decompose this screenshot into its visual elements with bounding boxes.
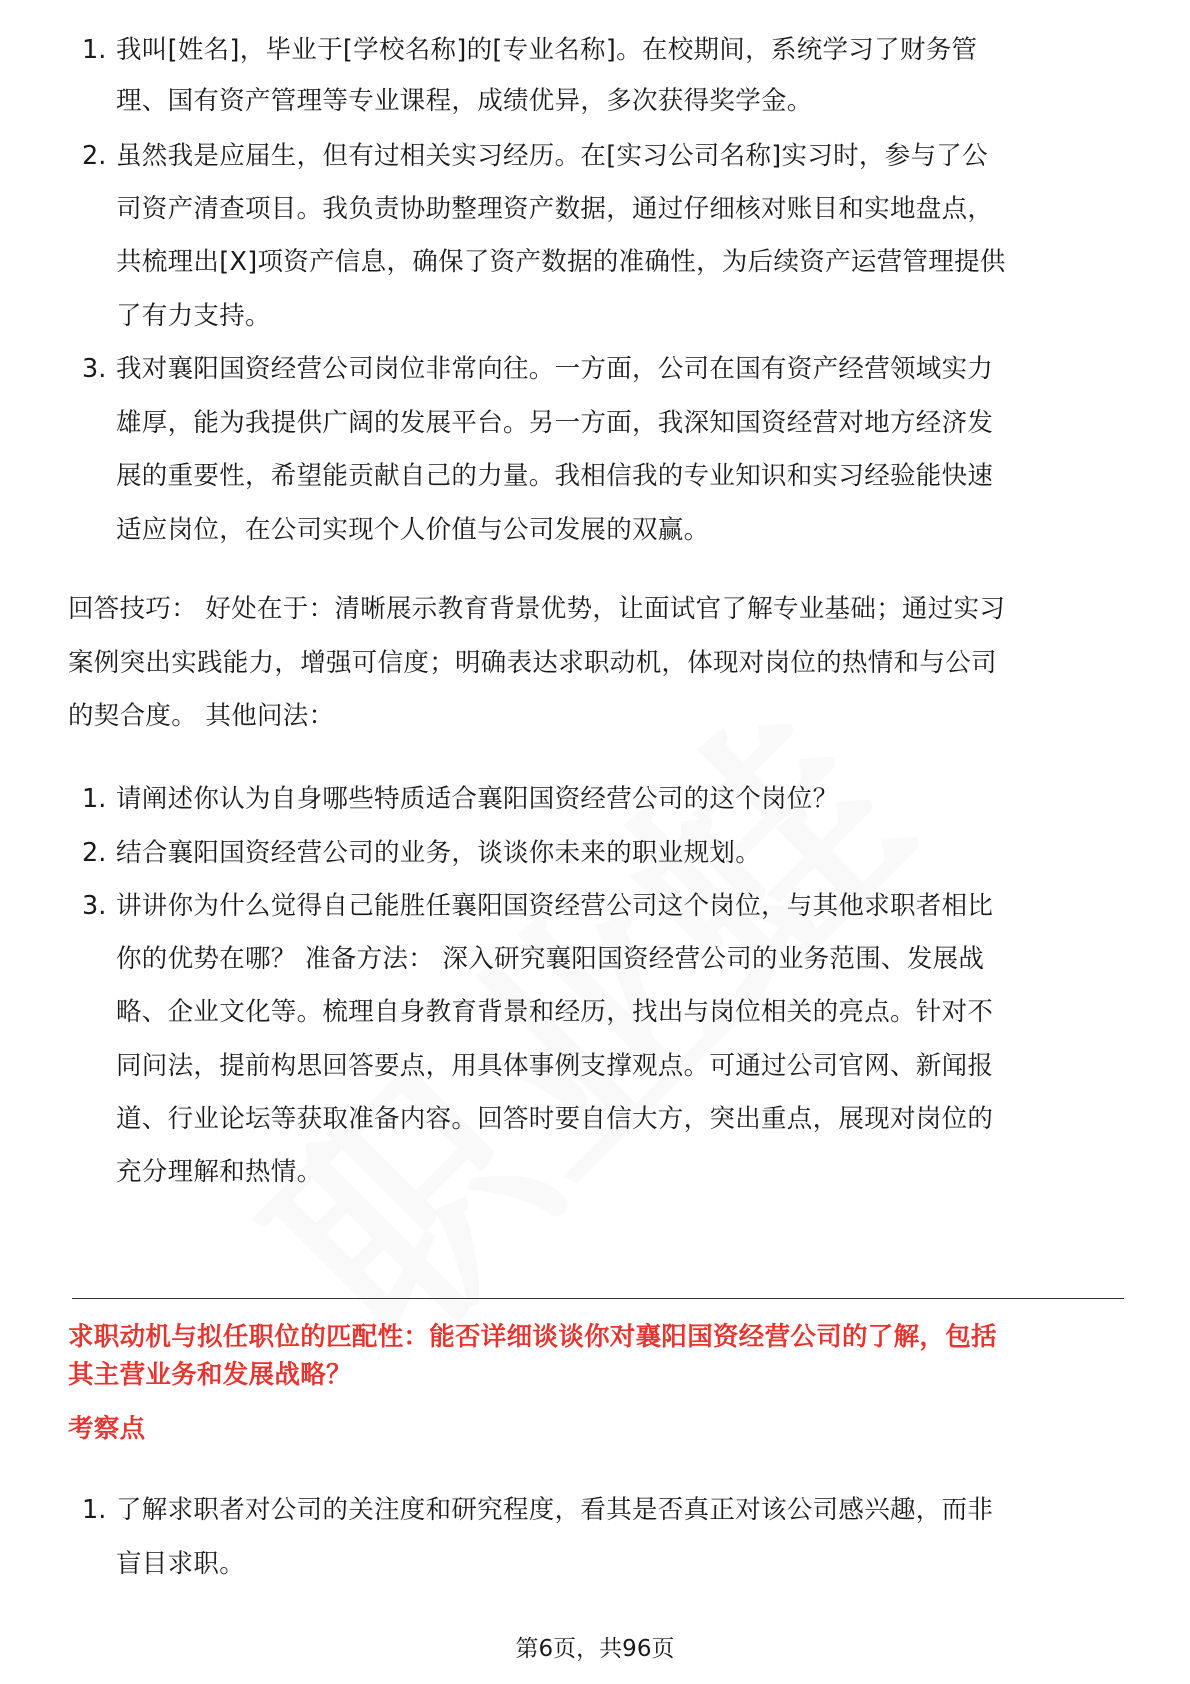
list-number: 3. [82, 891, 107, 921]
text-line: 的契合度。 其他问法： [68, 701, 335, 731]
text-line: 虽然我是应届生，但有过相关实习经历。在[实习公司名称]实习时，参与了公 [116, 141, 988, 171]
text-line: 司资产清查项目。我负责协助整理资产数据，通过仔细核对账目和实地盘点， [116, 194, 994, 224]
observation-heading: 考察点 [68, 1414, 146, 1444]
text-line: 理、国有资产管理等专业课程，成绩优异，多次获得奖学金。 [116, 86, 813, 116]
list-number: 1. [82, 35, 107, 65]
text-line: 讲讲你为什么觉得自己能胜任襄阳国资经营公司这个岗位，与其他求职者相比 [116, 891, 994, 921]
text-line: 结合襄阳国资经营公司的业务，谈谈你未来的职业规划。 [116, 838, 762, 868]
text-line: 略、企业文化等。梳理自身教育背景和经历，找出与岗位相关的亮点。针对不 [116, 997, 994, 1027]
list-number: 1. [82, 1495, 107, 1525]
text-line: 请阐述你认为自身哪些特质适合襄阳国资经营公司的这个岗位？ [116, 784, 839, 814]
list-number: 2. [82, 141, 107, 171]
text-line: 同问法，提前构思回答要点，用具体事例支撑观点。可通过公司官网、新闻报 [116, 1051, 994, 1081]
text-line: 雄厚，能为我提供广阔的发展平台。另一方面，我深知国资经营对地方经济发 [116, 408, 994, 438]
text-line: 展的重要性，希望能贡献自己的力量。我相信我的专业知识和实习经验能快速 [116, 461, 994, 491]
text-line: 你的优势在哪？ 准备方法： 深入研究襄阳国资经营公司的业务范围、发展战 [116, 944, 985, 974]
list-number: 3. [82, 354, 107, 384]
text-line: 道、行业论坛等获取准备内容。回答时要自信大方，突出重点，展现对岗位的 [116, 1104, 994, 1134]
text-line: 我对襄阳国资经营公司岗位非常向往。一方面，公司在国有资产经营领域实力 [116, 354, 994, 384]
text-line: 盲目求职。 [116, 1549, 246, 1579]
text-line: 案例突出实践能力，增强可信度；明确表达求职动机，体现对岗位的热情和与公司 [68, 648, 997, 678]
question-heading-line: 求职动机与拟任职位的匹配性：能否详细谈谈你对襄阳国资经营公司的了解，包括 [68, 1322, 997, 1352]
text-line: 了有力支持。 [116, 301, 271, 331]
text-line: 充分理解和热情。 [116, 1157, 323, 1187]
text-line: 我叫[姓名]，毕业于[学校名称]的[专业名称]。在校期间，系统学习了财务管 [116, 35, 978, 65]
text-line: 共梳理出[X]项资产信息，确保了资产数据的准确性，为后续资产运营管理提供 [116, 247, 1006, 277]
list-number: 1. [82, 784, 107, 814]
section-divider [72, 1298, 1124, 1299]
page-footer: 第6页，共96页 [515, 1636, 675, 1662]
text-line: 适应岗位，在公司实现个人价值与公司发展的双赢。 [116, 515, 710, 545]
question-heading-line: 其主营业务和发展战略？ [68, 1360, 352, 1390]
list-number: 2. [82, 838, 107, 868]
text-line: 回答技巧： 好处在于：清晰展示教育背景优势，让面试官了解专业基础；通过实习 [68, 594, 1006, 624]
text-line: 了解求职者对公司的关注度和研究程度，看其是否真正对该公司感兴趣，而非 [116, 1495, 994, 1525]
